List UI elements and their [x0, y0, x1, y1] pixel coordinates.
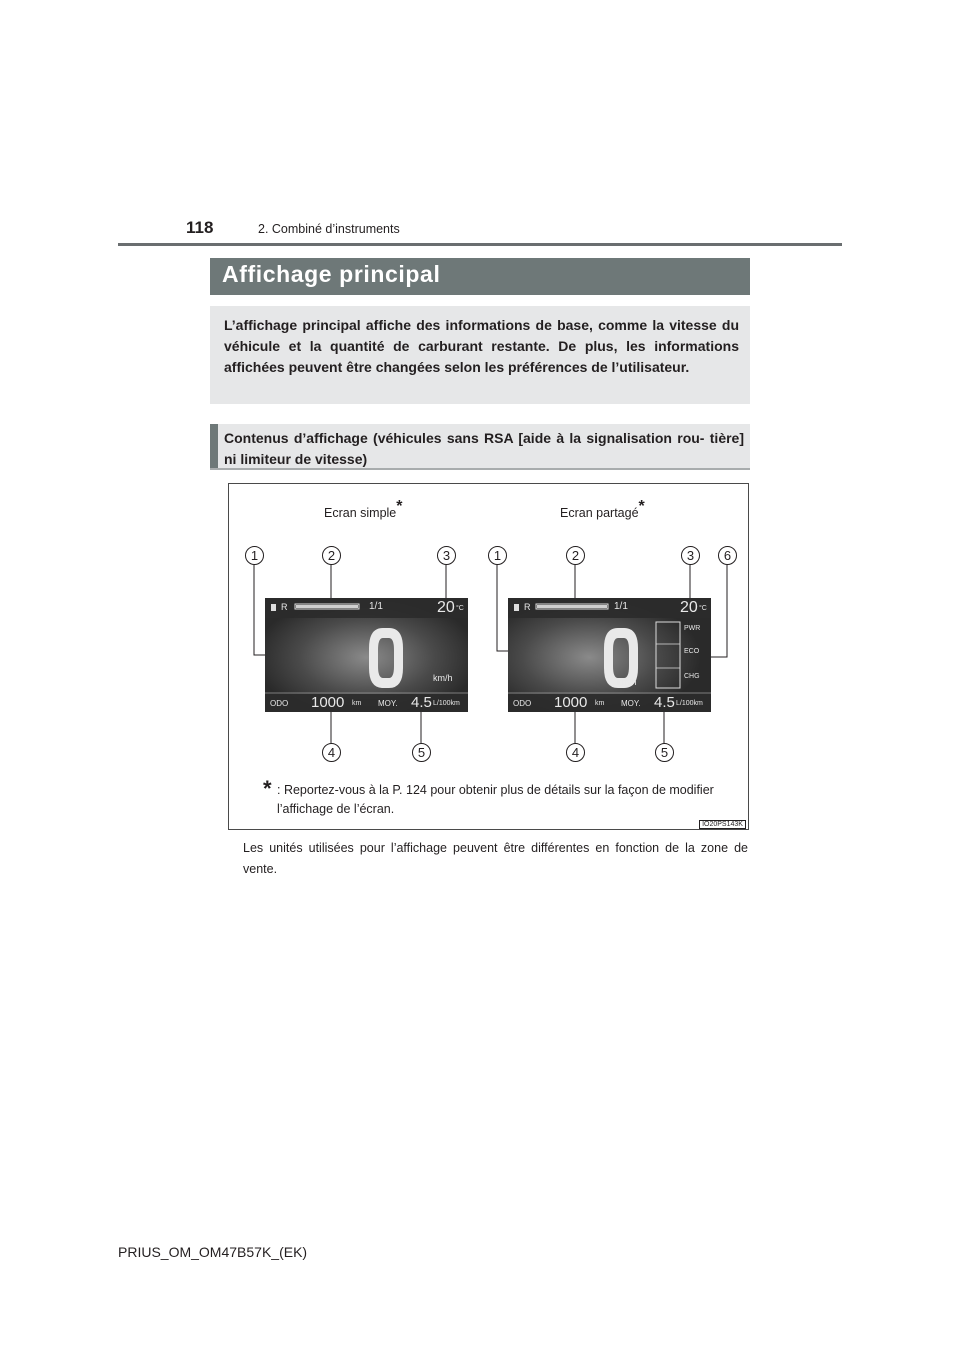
display-split	[508, 598, 711, 712]
callout-3-left: 3	[437, 546, 456, 565]
hybrid-label-eco: ECO	[684, 648, 700, 655]
odo-value: 1000	[311, 694, 345, 711]
section-bar	[210, 258, 750, 295]
avg-label-split: MOY.	[621, 699, 641, 708]
chapter-title: 2. Combiné d’instruments	[258, 222, 400, 236]
hybrid-label-chg: CHG	[684, 673, 700, 680]
footnote-star: *	[263, 776, 272, 801]
avg-unit-split: L/100km	[676, 700, 703, 707]
odo-value-split: 1000	[554, 694, 588, 711]
avg-value: 4.5	[411, 694, 432, 711]
subsection-title: Contenus d’affichage (véhicules sans RSA [aide à la signalisation rou- tière] ni limiteur de vitesse)	[224, 430, 744, 467]
page-number: 118	[186, 218, 214, 237]
caption-simple-star: *	[396, 498, 403, 515]
body-note: Les unités utilisées pour l’affichage peuvent être différentes en fonction de la zone de vente.	[243, 841, 748, 876]
avg-unit: L/100km	[433, 700, 460, 707]
outside-temp-split: 20	[680, 599, 698, 616]
subsection-rule	[210, 468, 750, 470]
callout-6-right: 6	[718, 546, 737, 565]
odo-unit-split: km	[595, 700, 605, 707]
odo-unit: km	[352, 700, 362, 707]
odo-label: ODO	[270, 699, 289, 708]
section-title: Affichage principal	[222, 261, 441, 287]
callout-1-right: 1	[488, 546, 507, 565]
callout-2-right: 2	[566, 546, 585, 565]
caption-simple-text: Ecran simple	[324, 506, 397, 520]
outside-temp: 20	[437, 599, 455, 616]
temp-unit-split: °C	[699, 605, 707, 612]
display-simple	[265, 598, 468, 712]
caption-split-text: Ecran partagé	[560, 506, 639, 520]
header-rule	[118, 243, 842, 246]
callout-2-left: 2	[322, 546, 341, 565]
figure-frame	[228, 483, 749, 830]
image-code: IO20PS143K	[702, 821, 743, 828]
speed-unit: km/h	[433, 673, 453, 683]
callout-3-right: 3	[681, 546, 700, 565]
subsection-heading	[210, 424, 750, 470]
speed-unit-split: km/h	[617, 677, 637, 687]
subsection-accent	[210, 424, 218, 470]
fuel-fraction-split: 1/1	[614, 601, 628, 612]
hybrid-label-pwr: PWR	[684, 625, 701, 632]
footnote-text: : Reportez-vous à la P. 124 pour obtenir plus de détails sur la façon de modifier l’affichage de l’écran.	[277, 783, 714, 816]
document-code: PRIUS_OM_OM47B57K_(EK)	[118, 1244, 308, 1260]
image-code-box	[699, 820, 746, 829]
intro-box	[210, 306, 750, 404]
intro-text: L’affichage principal affiche des informations de base, comme la vitesse du véhicule et la quantité de carburant restante. De plus, les informations affichées peuvent être changées selon les préférences de l’utilisateur.	[224, 317, 739, 375]
fuel-fraction: 1/1	[369, 601, 383, 612]
gear-indicator: R	[281, 602, 288, 612]
callout-1-left: 1	[245, 546, 264, 565]
temp-unit: °C	[456, 605, 464, 612]
callout-5-right: 5	[655, 743, 674, 762]
callout-4-left: 4	[322, 743, 341, 762]
avg-value-split: 4.5	[654, 694, 675, 711]
caption-split-star: *	[638, 498, 645, 515]
gear-indicator-split: R	[524, 602, 531, 612]
odo-label-split: ODO	[513, 699, 532, 708]
callout-4-right: 4	[566, 743, 585, 762]
avg-label: MOY.	[378, 699, 398, 708]
callout-5-left: 5	[412, 743, 431, 762]
